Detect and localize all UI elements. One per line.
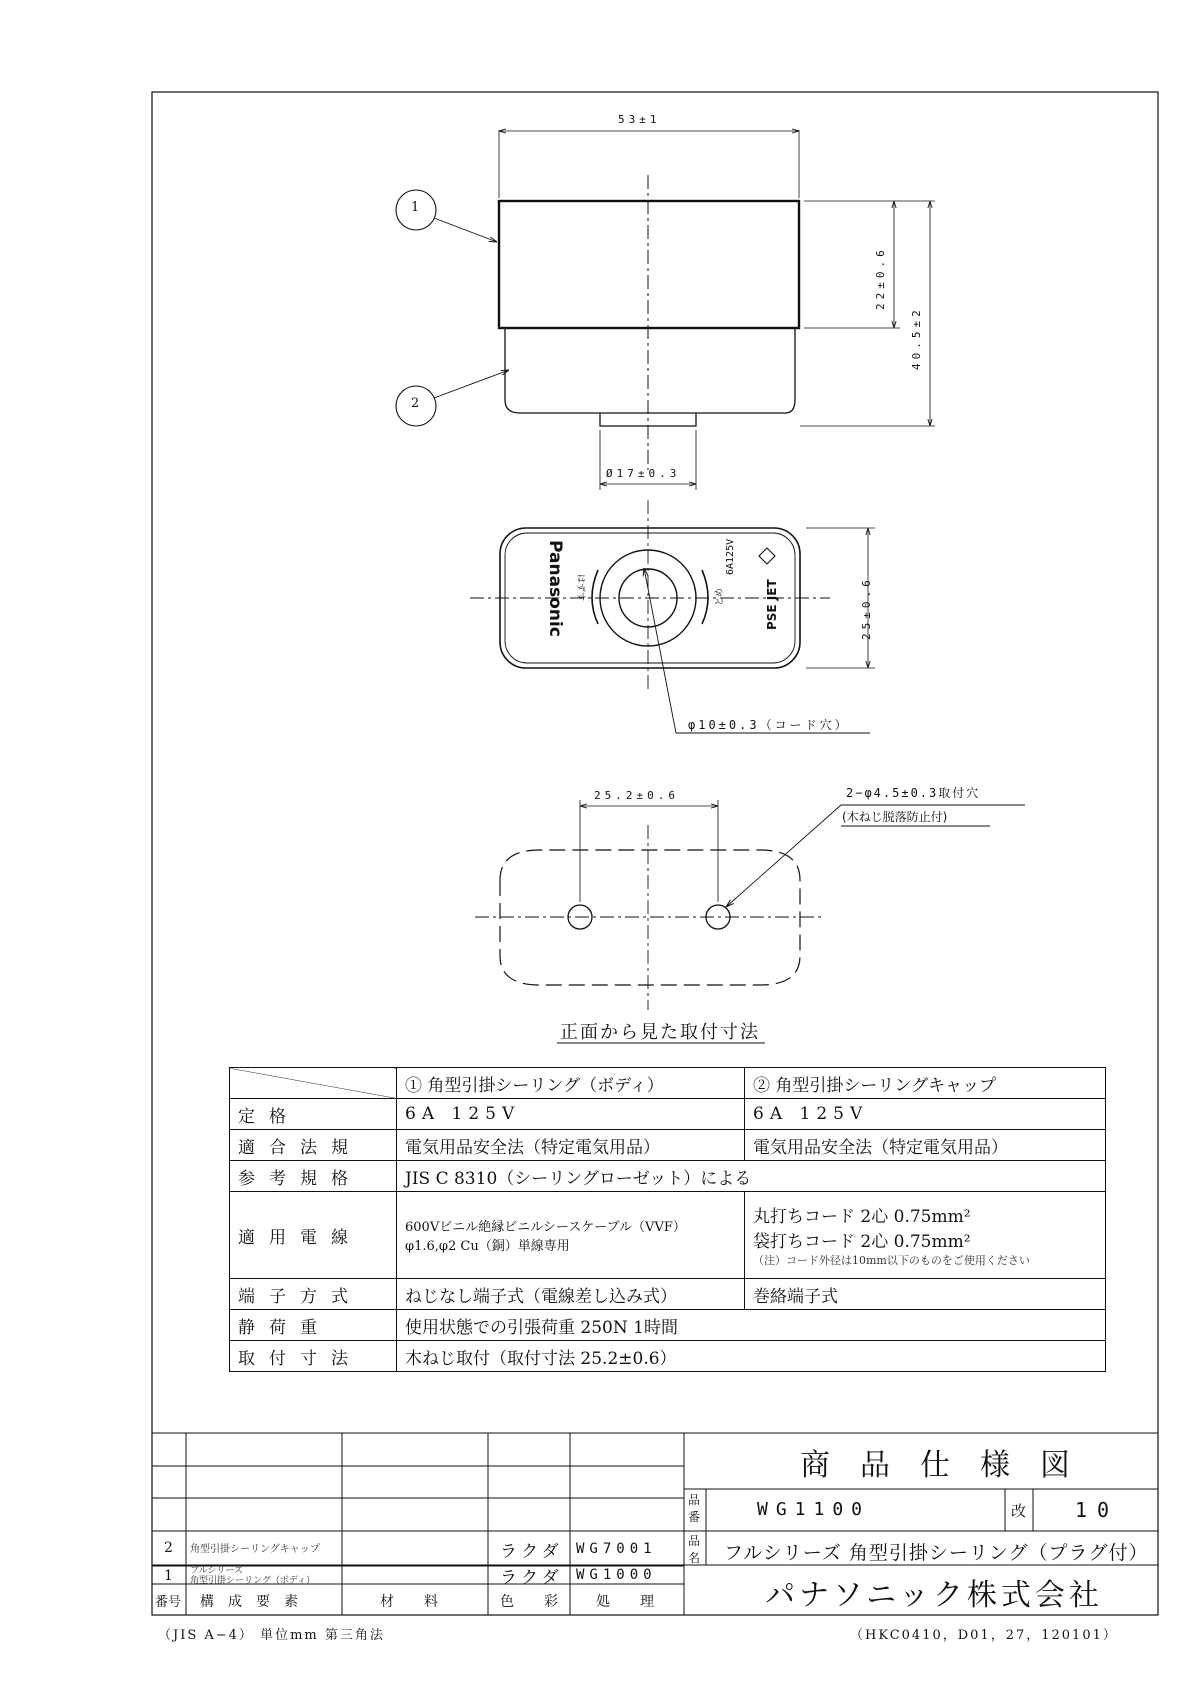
- spec-table: [229, 1067, 1106, 1372]
- part-2-no: 2: [164, 1540, 173, 1556]
- product-name: フルシリーズ 角型引掛シーリング（プラグ付）: [724, 1542, 1149, 1564]
- brand-marking: Panasonic: [545, 540, 565, 637]
- dim-height-cap: 22±0.6: [874, 246, 887, 310]
- base-body: [505, 328, 795, 413]
- revision-label: 改: [1011, 1502, 1027, 1520]
- table-row: [230, 1279, 1106, 1310]
- footer-left: （JIS A−4） 単位mm 第三角法: [158, 1628, 385, 1643]
- part-1-process: WG1000: [576, 1567, 657, 1583]
- table-row: [230, 1192, 1106, 1279]
- col1-header: ① 角型引掛シーリング（ボディ）: [397, 1068, 745, 1099]
- wire-col1-line1: 600Vビニル絶縁ビニルシースケーブル（VVF）: [405, 1220, 686, 1235]
- header-component: 構成要素: [200, 1594, 312, 1610]
- dim-width-front: 25±0.6: [860, 576, 873, 640]
- table-row: [230, 1130, 1106, 1161]
- dim-diameter-bottom: Ø17±0.3: [606, 467, 681, 480]
- part-1-name-line2: 角型引掛シーリング（ボディ）: [190, 1576, 316, 1586]
- callout-1: 1: [411, 200, 420, 215]
- dim-cord-hole: φ10±0.3（コード穴）: [688, 718, 850, 732]
- row-label-standard: 参考規格: [230, 1161, 397, 1192]
- header-material: 材料: [380, 1594, 468, 1610]
- dim-mount-hole-note: (木ねじ脱落防止付): [842, 810, 948, 824]
- turn-left-label: はずす: [575, 574, 585, 602]
- table-corner: [230, 1068, 397, 1099]
- product-no: WG1100: [757, 1499, 871, 1520]
- cap-body: [499, 201, 799, 328]
- header-no: 番号: [155, 1595, 182, 1610]
- table-row: [230, 1341, 1106, 1372]
- terminal-col1: ねじなし端子式（電線差し込み式）: [397, 1279, 745, 1310]
- revision-value: 10: [1075, 1498, 1120, 1522]
- static-load-value: 使用状態での引張荷重 250N 1時間: [397, 1310, 1106, 1341]
- header-process: 処理: [596, 1594, 684, 1610]
- wire-col2-line1: 丸打ちコード 2心 0.75mm²: [753, 1207, 971, 1227]
- mounting-view: [475, 800, 1025, 1043]
- wire-col2: [745, 1192, 1106, 1279]
- drawing-frame: [152, 92, 1158, 1615]
- part-2-name: 角型引掛シーリングキャップ: [190, 1544, 320, 1555]
- footer-right: （HKC0410，D01，27，120101）: [850, 1628, 1118, 1643]
- dim-mount-pitch: 25.2±0.6: [594, 789, 679, 802]
- wire-col2-line2: 袋打ちコード 2心 0.75mm²: [753, 1232, 971, 1252]
- row-label-mounting: 取付寸法: [230, 1341, 397, 1372]
- standard-value: JIS C 8310（シーリングローゼット）による: [397, 1161, 1106, 1192]
- wire-col1: [397, 1192, 745, 1279]
- turn-right-label: とめ: [715, 587, 725, 606]
- row-label-rating: 定格: [230, 1099, 397, 1130]
- front-view: [470, 500, 875, 733]
- dim-height-total: 40.5±2: [910, 306, 923, 370]
- row-label-law: 適合法規: [230, 1130, 397, 1161]
- table-row: [230, 1099, 1106, 1130]
- view-caption: 正面から見た取付寸法: [560, 1022, 760, 1043]
- table-row: [230, 1310, 1106, 1341]
- row-label-wire: 適用電線: [230, 1192, 397, 1279]
- side-view: [396, 130, 935, 490]
- rating-col1: 6A 125V: [397, 1099, 745, 1130]
- wire-col2-note: （注）コード外径は10mm以下のものをご使用ください: [753, 1254, 1030, 1267]
- part-2-color: ラクダ: [500, 1542, 563, 1562]
- rating-marking: 6A125V: [725, 538, 736, 575]
- mounting-value: 木ねじ取付（取付寸法 25.2±0.6）: [397, 1341, 1106, 1372]
- wire-col1-line2: φ1.6,φ2 Cu（銅）単線専用: [405, 1239, 570, 1254]
- dim-mount-hole: 2−φ4.5±0.3取付穴: [846, 786, 981, 800]
- law-col2: 電気用品安全法（特定電気用品）: [745, 1130, 1106, 1161]
- part-1-no: 1: [164, 1568, 173, 1584]
- product-name-label: 品名: [688, 1534, 701, 1565]
- pse-mark: PSE JET: [765, 579, 779, 630]
- row-label-static-load: 静荷重: [230, 1310, 397, 1341]
- part-1-color: ラクダ: [500, 1568, 563, 1588]
- drawing-title: 商品仕様図: [800, 1448, 1100, 1483]
- row-label-terminal: 端子方式: [230, 1279, 397, 1310]
- table-row: [230, 1161, 1106, 1192]
- law-col1: 電気用品安全法（特定電気用品）: [397, 1130, 745, 1161]
- product-no-label: 品番: [688, 1493, 701, 1524]
- company-name: パナソニック株式会社: [765, 1578, 1103, 1613]
- callout-2: 2: [411, 396, 420, 411]
- rating-col2: 6A 125V: [745, 1099, 1106, 1130]
- part-1-name-line1: フルシリーズ: [190, 1566, 243, 1576]
- col2-header: ② 角型引掛シーリングキャップ: [745, 1068, 1106, 1099]
- header-color: 色彩: [500, 1594, 588, 1610]
- terminal-col2: 巻絡端子式: [745, 1279, 1106, 1310]
- dim-width-top: 53±1: [618, 113, 661, 126]
- part-2-process: WG7001: [576, 1541, 657, 1557]
